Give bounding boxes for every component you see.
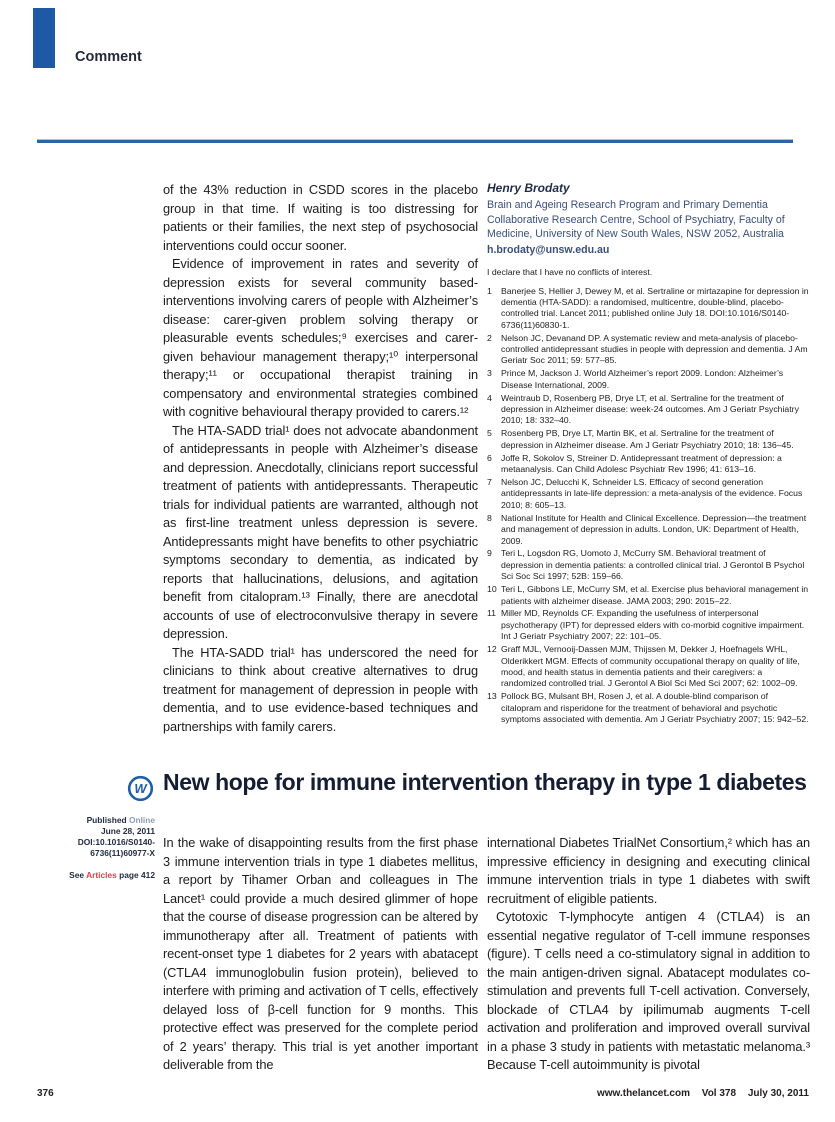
- published-label: Published: [86, 815, 127, 825]
- issue-date: July 30, 2011: [747, 1088, 809, 1099]
- reference-item: [487, 644, 810, 690]
- reference-number: 9: [487, 548, 492, 559]
- journal-url[interactable]: www.thelancet.com: [597, 1088, 690, 1099]
- doi-line2: 6736(11)60977-X: [90, 848, 155, 858]
- reference-text: Nelson JC, Devanand DP. A systematic review and meta-analysis of placebo-controlled antidepressant studies in people with depression and dementia. J Am Geriatr Soc 2011; 59: 577–85.: [501, 332, 808, 366]
- margin-note: [38, 815, 155, 881]
- published-online-line: [38, 815, 155, 826]
- footer-journal-info: [588, 1088, 809, 1099]
- article2-title: New hope for immune intervention therapy in type 1 diabetes: [163, 769, 807, 795]
- articles-link[interactable]: Articles: [86, 870, 117, 880]
- online-first-w-icon: [127, 775, 154, 802]
- conflict-declaration: I declare that I have no conflicts of interest.: [487, 266, 653, 277]
- article1-left-column: [163, 181, 478, 736]
- lancet-corner-bar: [33, 8, 55, 68]
- reference-text: Nelson JC, Delucchi K, Schneider LS. Efficacy of second generation antidepressants in late-life depression: a meta-analysis of the evidence. Focus 2010; 8: 605–13.: [501, 477, 803, 510]
- publish-date: June 28, 2011: [100, 826, 155, 836]
- reference-number: 12: [487, 644, 497, 655]
- see-label: See: [69, 870, 85, 880]
- reference-number: 13: [487, 691, 497, 702]
- reference-item: [487, 453, 810, 476]
- body-paragraph: Evidence of improvement in rates and severity of depression exists for several community based-interventions involving carers of people with Alzheimer’s disease: carer-given problem solving therapy or pleasurable events schedules;⁹ exercises and carer-given behaviour management therapy;¹⁰ interpersonal therapy;¹¹ or occupational therapist training in compensatory and environmental strategies combined with cognitive behavioural therapy provided to carers.¹²: [163, 256, 478, 419]
- body-paragraph: Cytotoxic T-lymphocyte antigen 4 (CTLA4) is an essential negative regulator of T-cell immune responses (figure). T cells need a co-stimulatory signal in addition to the main antigen-driven signal. Abatacept modulates co-stimulation and prevents full T-cell activation. Conversely, blockade of CTLA4 by ipilimumab augments T-cell activation and proliferation and improved overall survival in a phase 3 study in patients with metastatic melanoma.³ Because T-cell autoimmunity is pivotal: [487, 909, 810, 1072]
- svg-text:W: W: [134, 781, 147, 796]
- reference-item: [487, 513, 810, 547]
- reference-list: [487, 286, 810, 726]
- doi-line1: DOI:10.1016/S0140-: [77, 837, 155, 847]
- reference-number: 7: [487, 477, 492, 487]
- reference-item: [487, 584, 810, 607]
- reference-item: [487, 548, 810, 582]
- author-affiliation: Brain and Ageing Research Program and Primary Dementia Collaborative Research Centre, School of Psychiatry, Faculty of Medicine, University of New South Wales, NSW 2052, Australia: [487, 199, 785, 240]
- article1-right-column: [487, 181, 810, 727]
- reference-number: 11: [487, 608, 497, 619]
- reference-item: [487, 393, 810, 427]
- reference-item: [487, 368, 810, 391]
- online-label: Online: [128, 815, 155, 825]
- article2-right-column: [487, 834, 810, 1075]
- reference-number: 3: [487, 368, 492, 379]
- reference-text: Weintraub D, Rosenberg PB, Drye LT, et al. Sertraline for the treatment of depression in Alzheimer disease: week-24 outcomes. Am J Geriatr Psychiatry 2010; 18: 332–40.: [501, 392, 799, 426]
- reference-text: Graff MJL, Vernooij-Dassen MJM, Thijssen M, Dekker J, Hoefnagels WHL, Olderikkert MGM. Effects of community occupational therapy on quality of life, mood, and health status in dementia patients and their caregivers: a randomized controlled trial. J Gerontol A Biol Sci Med Sci 2007; 62: 1002–09.: [501, 644, 800, 689]
- body-paragraph: In the wake of disappointing results from the first phase 3 immune intervention trials in type 1 diabetes mellitus, a report by Tihamer Orban and colleagues in The Lancet¹ could provide a much desired glimmer of hope that the course of disease progression can be altered by immunotherapy after all. Treatment of patients with recent-onset type 1 diabetes for 2 years with abatacept (CTLA4 immunoglobulin fusion protein), believed to interfere with priming and activation of T cells, effectively delayed loss of β-cell function for 9 months. This protective effect was preserved for the complete period of 2 years’ therapy. This trial is yet another important deliverable from the: [163, 835, 478, 1072]
- reference-text: Pollock BG, Mulsant BH, Rosen J, et al. A double-blind comparison of citalopram and risperidone for the treatment of behavioral and psychotic symptoms associated with dementia. Am J Geriatr Psychiatry 2007; 15: 942–52.: [501, 691, 809, 725]
- body-paragraph: international Diabetes TrialNet Consortium,² which has an impressive efficiency in designing and executing clinical immune intervention trials in type 1 diabetes with swift recruitment of eligible patients.: [487, 835, 810, 906]
- author-name: Henry Brodaty: [487, 181, 570, 195]
- reference-item: [487, 608, 810, 642]
- page-number: 376: [37, 1088, 54, 1099]
- body-paragraph: The HTA-SADD trial¹ does not advocate abandonment of antidepressants in people with Alzheimer’s disease and depression. Anecdotally, clinicians report successful treatment of patients with antidepressants. Therapeutic trials for individual patients are warranted, although not as first-line treatment unless depression is severe. Antidepressants might have benefits to other psychiatric symptoms secondary to dementia, as indicated by reports that hallucinations, delusions, and agitation benefit from citalopram.¹³ Finally, there are anecdotal accounts of use of electroconvulsive therapy in severe depression.: [163, 422, 478, 641]
- section-heading: Comment: [75, 49, 142, 65]
- reference-number: 2: [487, 332, 492, 343]
- reference-item: [487, 333, 810, 367]
- body-paragraph: of the 43% reduction in CSDD scores in the placebo group in that time. If waiting is too distressing for patients or their families, the next step of psychosocial interventions could occur sooner.: [163, 182, 478, 253]
- author-email[interactable]: h.brodaty@unsw.edu.au: [487, 243, 610, 256]
- reference-number: 8: [487, 512, 492, 523]
- reference-number: 6: [487, 452, 492, 463]
- reference-text: Teri L, Gibbons LE, McCurry SM, et al. Exercise plus behavioral management in patients with alzheimer disease. JAMA 2003; 290: 2015–22.: [501, 584, 809, 606]
- article2-left-column: [163, 834, 478, 1075]
- reference-number: 10: [487, 584, 497, 595]
- reference-number: 1: [487, 285, 492, 296]
- see-page: page 412: [119, 870, 155, 880]
- see-articles-line: [38, 870, 155, 881]
- reference-text: Joffe R, Sokolov S, Streiner D. Antidepressant treatment of depression: a metaanalysis. Can Child Adolesc Psychiatr Rev 1996; 41: 613–16.: [501, 452, 782, 475]
- reference-item: [487, 286, 810, 332]
- reference-item: [487, 691, 810, 725]
- reference-text: Rosenberg PB, Drye LT, Martin BK, et al. Sertraline for the treatment of depression in Alzheimer disease. Am J Geriatr Psychiatry 2010; 18: 136–45.: [501, 428, 794, 450]
- reference-item: [487, 477, 810, 511]
- reference-number: 4: [487, 392, 492, 403]
- reference-text: Banerjee S, Hellier J, Dewey M, et al. Sertraline or mirtazapine for depression in dementia (HTA-SADD): a randomised, multicentre, double-blind, placebo-controlled trial. Lancet 2011; published online July 18. DOI:10.1016/S0140-6736(11)60830-1.: [501, 285, 809, 330]
- reference-text: Prince M, Jackson J. World Alzheimer’s report 2009. London: Alzheimer’s Disease International, 2009.: [501, 368, 784, 390]
- reference-number: 5: [487, 428, 492, 439]
- volume-label: Vol 378: [701, 1088, 737, 1099]
- header-rule: [37, 139, 793, 143]
- reference-text: Teri L, Logsdon RG, Uomoto J, McCurry SM. Behavioral treatment of depression in dementia patients: a controlled clinical trial. J Gerontol B Psychol Sci Soc Sci 1997; 52B: 159–66.: [501, 548, 805, 582]
- body-paragraph: The HTA-SADD trial¹ has underscored the need for clinicians to think about creative alternatives to drug treatment for management of depression in people with dementia, and to use evidence-based techniques and partnerships with family carers.: [163, 644, 478, 734]
- reference-item: [487, 428, 810, 451]
- reference-text: Miller MD, Reynolds CF. Expanding the usefulness of interpersonal psychotherapy (IPT) for depressed elders with co-morbid cognitive impairment. Int J Geriatr Psychiatry 2007; 22: 101–05.: [501, 608, 805, 642]
- reference-text: National Institute for Health and Clinical Excellence. Depression—the treatment and management of depression in adults. London, UK: Department of Health, 2009.: [501, 512, 807, 546]
